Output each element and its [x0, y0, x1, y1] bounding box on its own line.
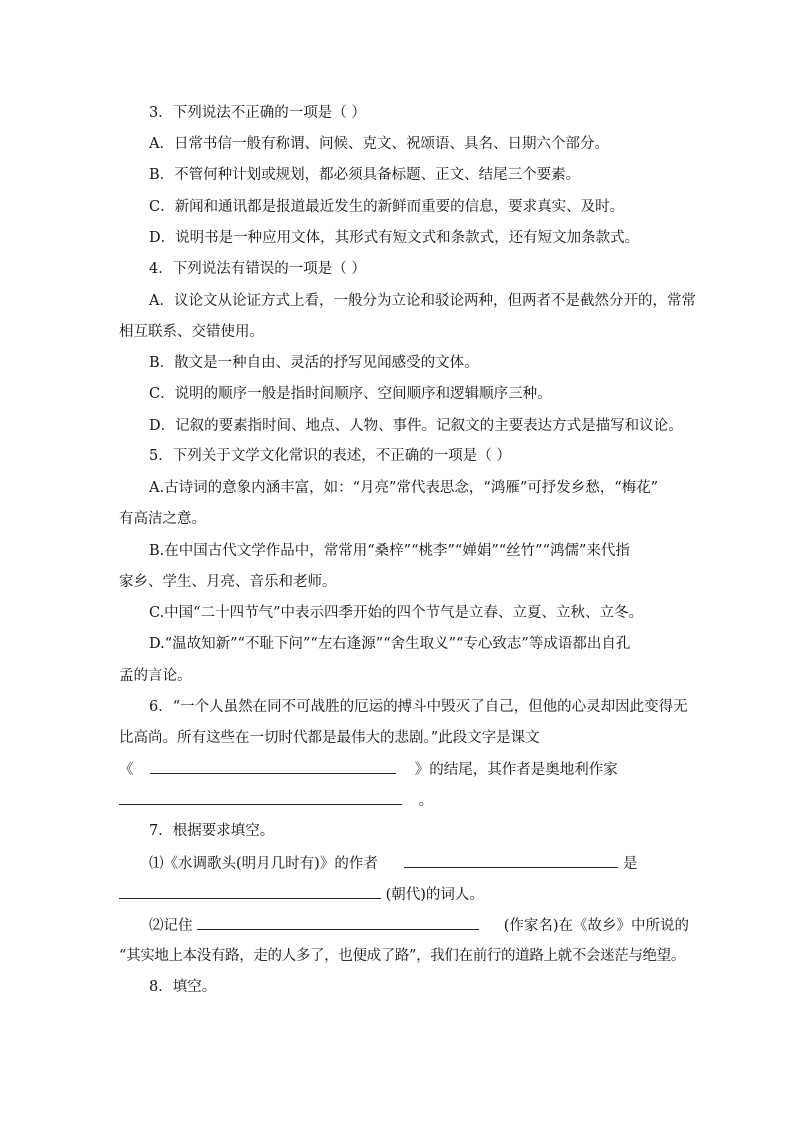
open-book-quote: 《 [119, 762, 134, 778]
title-answer-blank[interactable] [150, 759, 396, 774]
question-4-option-d: D．记叙的要素指时间、地点、人物、事件。记叙文的主要表达方式是描写和议论。 [149, 418, 683, 434]
question-7-part-2-mid: (作家名)在《故乡》中所说的 [503, 918, 690, 934]
question-5-stem: 5．下列关于文学文化常识的表述，不正确的一项是（ ） [149, 448, 511, 464]
question-4-stem: 4．下列说法有错误的一项是（ ） [149, 261, 366, 277]
question-3-option-b: B．不管何种计划或规划，都必须具备标题、正文、结尾三个要素。 [149, 167, 581, 183]
question-4-option-c: C．说明的顺序一般是指时间顺序、空间顺序和逻辑顺序三种。 [149, 386, 552, 402]
question-7-part-1-suffix: 是 [623, 856, 638, 872]
question-7-part-1-line-2-suffix: (朝代)的词人。 [385, 887, 484, 903]
question-4-option-a-continued: 相互联系、交错使用。 [119, 324, 264, 340]
question-5-option-a-continued: 有高洁之意。 [119, 511, 206, 527]
question-5-option-d: D.“温故知新”“不耻下问”“左右逢源”“舍生取义”“专心致志”等成语都出自孔 [149, 636, 631, 652]
question-7-part-2-line-2: “其实地上本没有路，走的人多了，也便成了路”，我们在前行的道路上就不会迷茫与绝望。 [119, 948, 685, 964]
question-6-stem-continued: 比高尚。所有这些在一切时代都是最伟大的悲剧。”此段文字是课文 [119, 730, 540, 746]
question-7-stem: 7．根据要求填空。 [149, 823, 275, 839]
author-name-blank[interactable] [404, 853, 618, 868]
writer-name-blank[interactable] [197, 915, 479, 930]
question-7-part-1-prefix: ⑴《水调歌头(明月几时有)》的作者 [149, 856, 378, 872]
question-5-option-c: C.中国“二十四节气”中表示四季开始的四个节气是立春、立夏、立秋、立冬。 [149, 605, 644, 621]
question-6-author-line [119, 790, 433, 811]
question-6-ending-text: 》的结尾，其作者是奥地利作家 [414, 762, 618, 778]
question-5-option-a: A.古诗词的意象内涵丰富，如：“月亮”常代表思念，“鸿雁”可抒发乡愁，“梅花” [149, 480, 659, 496]
question-3-option-a: A．日常书信一般有称谓、问候、克文、祝颂语、具名、日期六个部分。 [149, 136, 609, 152]
question-4-option-b: B．散文是一种自由、灵活的抒写见闻感受的文体。 [149, 355, 479, 371]
question-7-part-2-line [149, 915, 689, 936]
question-4-option-a: A．议论文从论证方式上看，一般分为立论和驳论两种，但两者不是截然分开的，常常 [149, 293, 696, 309]
question-5-option-b-continued: 家乡、学生、月亮、音乐和老师。 [119, 574, 337, 590]
question-6-stem: 6．“一个人虽然在同不可战胜的厄运的搏斗中毁灭了自己，但他的心灵却因此变得无 [149, 699, 688, 715]
question-3-stem: 3．下列说法不正确的一项是（ ） [149, 105, 366, 121]
question-8-stem: 8．填空。 [149, 979, 217, 995]
question-5-option-b: B.在中国古代文学作品中，常常用“桑梓”“桃李”“婵娟”“丝竹”“鸿儒”来代指 [149, 543, 630, 559]
question-7-part-1-line [149, 853, 638, 874]
question-7-part-2-prefix: ⑵记住 [149, 918, 193, 934]
question-6-title-line [119, 759, 618, 780]
question-5-option-d-continued: 孟的言论。 [119, 668, 192, 684]
question-6-period: 。 [418, 793, 434, 809]
question-3-option-d: D．说明书是一种应用文体，其形式有短文式和条款式，还有短文加条款式。 [149, 230, 640, 246]
dynasty-blank[interactable] [119, 884, 381, 899]
author-answer-blank[interactable] [119, 790, 402, 805]
question-7-part-1-line-2 [119, 884, 484, 905]
question-3-option-c: C．新闻和通讯都是报道最近发生的新鲜而重要的信息，要求真实、及时。 [149, 199, 625, 215]
